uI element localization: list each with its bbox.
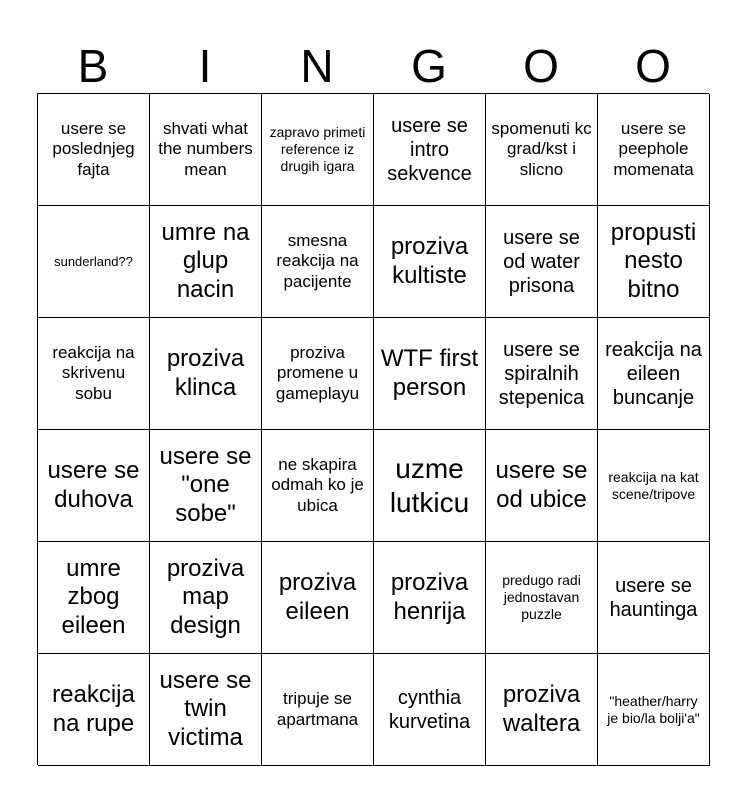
bingo-cell[interactable]: proziva waltera — [486, 654, 598, 766]
bingo-cell[interactable]: cynthia kurvetina — [374, 654, 486, 766]
bingo-cell[interactable]: umre zbog eileen — [38, 542, 150, 654]
bingo-cell[interactable]: WTF first person — [374, 318, 486, 430]
bingo-cell[interactable]: shvati what the numbers mean — [150, 94, 262, 206]
bingo-cell[interactable]: proziva henrija — [374, 542, 486, 654]
bingo-cell[interactable]: usere se duhova — [38, 430, 150, 542]
header-letter-n: N — [300, 40, 334, 92]
bingo-cell[interactable]: usere se peephole momenata — [598, 94, 710, 206]
bingo-cell[interactable]: proziva kultiste — [374, 206, 486, 318]
bingo-cell[interactable]: smesna reakcija na pacijente — [262, 206, 374, 318]
header-letter-o-2: O — [635, 40, 671, 92]
bingo-cell[interactable]: usere se spiralnih stepenica — [486, 318, 598, 430]
bingo-cell[interactable]: usere se od ubice — [486, 430, 598, 542]
bingo-cell[interactable]: proziva klinca — [150, 318, 262, 430]
bingo-cell[interactable]: reakcija na skrivenu sobu — [38, 318, 150, 430]
header-letter-i: I — [198, 40, 212, 92]
bingo-cell[interactable]: proziva eileen — [262, 542, 374, 654]
bingo-cell[interactable]: usere se hauntinga — [598, 542, 710, 654]
bingo-cell[interactable]: propusti nesto bitno — [598, 206, 710, 318]
bingo-cell[interactable]: reakcija na kat scene/tripove — [598, 430, 710, 542]
bingo-cell[interactable]: reakcija na rupe — [38, 654, 150, 766]
bingo-cell[interactable]: "heather/harry je bio/la bolji'a" — [598, 654, 710, 766]
bingo-cell[interactable]: usere se intro sekvence — [374, 94, 486, 206]
bingo-cell[interactable]: umre na glup nacin — [150, 206, 262, 318]
bingo-cell[interactable]: reakcija na eileen buncanje — [598, 318, 710, 430]
header-letter-g: G — [411, 40, 447, 92]
bingo-board — [37, 93, 709, 765]
bingo-cell[interactable]: usere se twin victima — [150, 654, 262, 766]
bingo-cell[interactable]: proziva promene u gameplayu — [262, 318, 374, 430]
bingo-cell[interactable]: ne skapira odmah ko je ubica — [262, 430, 374, 542]
header-letter-o: O — [523, 40, 559, 92]
bingo-cell[interactable]: sunderland?? — [38, 206, 150, 318]
bingo-cell[interactable]: predugo radi jednostavan puzzle — [486, 542, 598, 654]
bingo-cell[interactable]: usere se poslednjeg fajta — [38, 94, 150, 206]
bingo-cell[interactable]: uzme lutkicu — [374, 430, 486, 542]
bingo-cell[interactable]: tripuje se apartmana — [262, 654, 374, 766]
bingo-cell[interactable]: usere se od water prisona — [486, 206, 598, 318]
bingo-cell[interactable]: spomenuti kc grad/kst i slicno — [486, 94, 598, 206]
bingo-header — [37, 38, 709, 94]
bingo-cell[interactable]: proziva map design — [150, 542, 262, 654]
bingo-cell[interactable]: usere se "one sobe" — [150, 430, 262, 542]
header-letter-b: B — [77, 40, 109, 92]
bingo-cell[interactable]: zapravo primeti reference iz drugih igara — [262, 94, 374, 206]
